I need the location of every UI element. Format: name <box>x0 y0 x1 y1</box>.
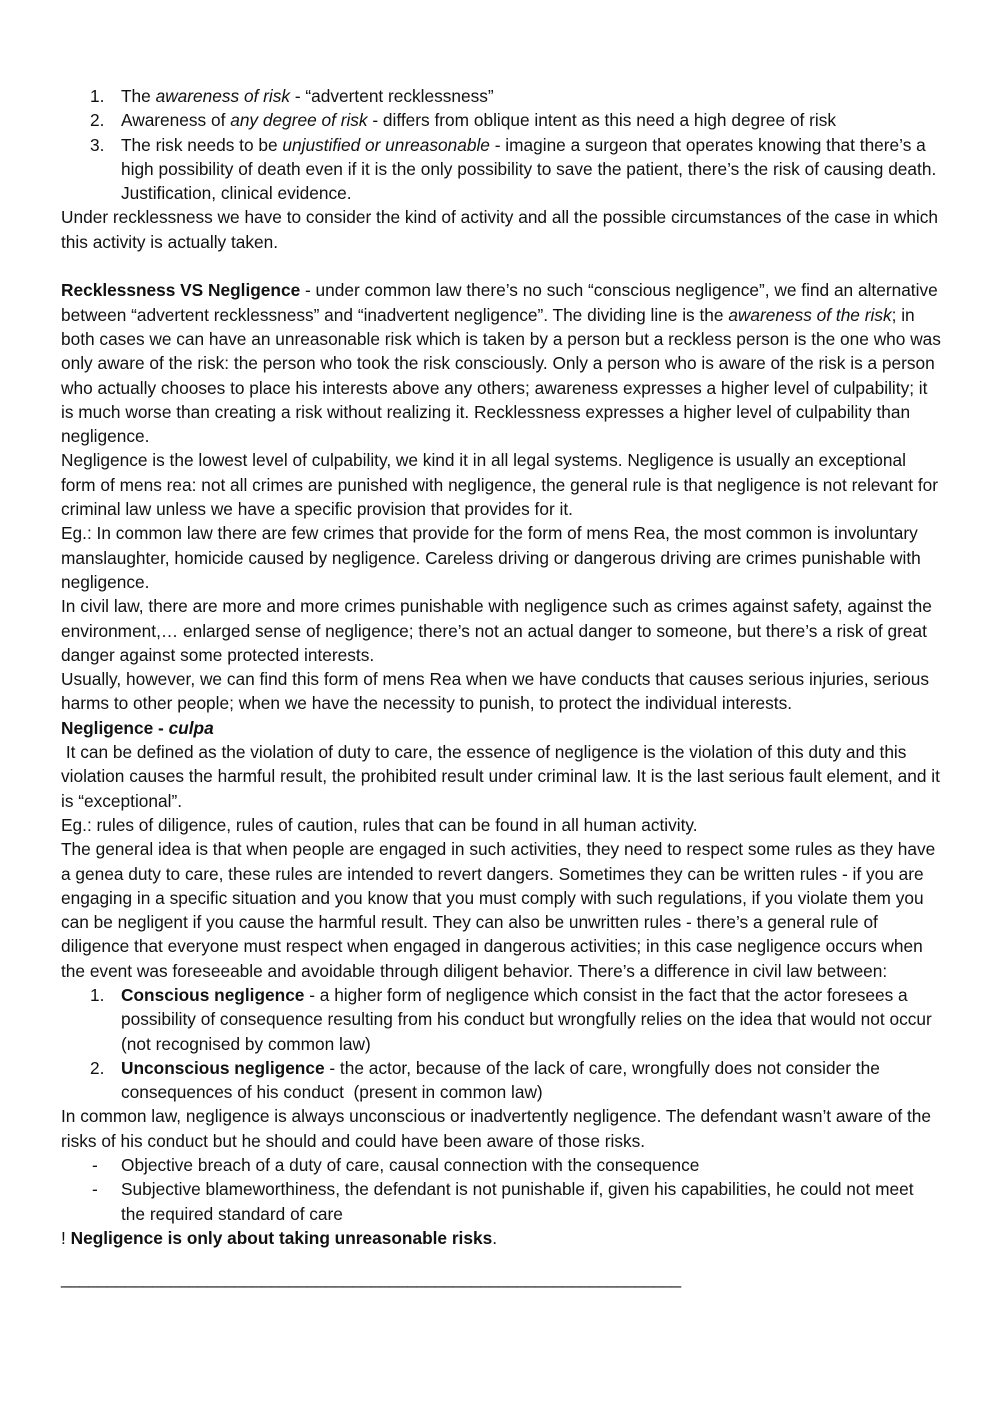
blank-line <box>61 1250 941 1264</box>
list-number: 3. <box>90 134 105 155</box>
list-item: - Subjective blameworthiness, the defendant is not punishable if, given his capabilities, he could not meet the required standard of care <box>92 1179 914 1224</box>
list-number: 2. <box>90 1057 105 1078</box>
list-item: 3. The risk needs to be unjustified or unreasonable - imagine a surgeon that operates knowing that there’s a high possibility of death even if it is the only possibility to save the patient, there’s the risk of causing death. Justification, clinical evidence. <box>90 134 937 204</box>
list-item: 1. The awareness of risk - “advertent recklessness” <box>61 84 941 108</box>
requirements-list <box>61 1153 941 1226</box>
paragraph-example-rules: Eg.: rules of diligence, rules of caution, rules that can be found in all human activity. <box>61 814 698 835</box>
paragraph-general-idea: The general idea is that when people are engaged in such activities, they need to respect some rules as they have a genea duty to care, these rules are intended to revert dangers. Sometimes they can be written rules - if you are engaging in a specific situation and you know that you must comply with such regulations, if you violate them you can be negligent if you cause the harmful result. They can also be unwritten rules - there’s a general rule of diligence that everyone must respect when engaged in dangerous activities; in this case negligence occurs when the event was foreseeable and avoidable through diligent behavior. There’s a difference in civil law between: <box>61 839 936 981</box>
list-item: 2. Unconscious negligence - the actor, because of the lack of care, wrongfully does not consider the consequences of his conduct (present in common law) <box>90 1057 885 1103</box>
paragraph-recklessness-vs-negligence: Recklessness VS Negligence - under common law there’s no such “conscious negligence”, we find an alternative between “advertent recklessness” and “inadvertent negligence”. The dividing line is the awareness of the risk; in both cases we can have an unreasonable risk which is taken by a person but a reckless person is the one who was only aware of the risk: the person who took the risk consciously. Only a person who is aware of the risk is a person who actually chooses to place his interests above any others; awareness expresses a higher level of culpability; it is much worse than creating a risk without realizing it. Recklessness expresses a higher level of culpability than negligence. <box>61 280 941 447</box>
list-dash: - <box>92 1179 98 1200</box>
negligence-types-list <box>61 983 941 1104</box>
list-item: - Objective breach of a duty of care, causal connection with the consequence <box>61 1153 941 1177</box>
list-item: 1. Conscious negligence - a higher form of negligence which consist in the fact that the actor foresees a possibility of consequence resulting from his conduct but wrongfully relies on the idea that would not occur (not recognised by common law) <box>90 984 932 1054</box>
document-page <box>61 84 945 1291</box>
paragraph-common-law-negligence: In common law, negligence is always unconscious or inadvertently negligence. The defendant wasn’t aware of the risks of his conduct but he should and could have been aware of those risks. <box>61 1106 932 1151</box>
paragraph-usually: Usually, however, we can find this form of mens Rea when we have conducts that causes serious injuries, serious harms to other people; when we have the necessity to punish, to protect the individual interests. <box>61 669 930 714</box>
blank-line <box>61 254 941 278</box>
list-dash: - <box>92 1155 98 1176</box>
paragraph-example-common-law: Eg.: In common law there are few crimes that provide for the form of mens Rea, the most common is involuntary manslaughter, homicide caused by negligence. Careless driving or dangerous driving are crimes punishable with negligence. <box>61 523 921 592</box>
risk-criteria-list <box>61 84 941 205</box>
list-number: 2. <box>90 110 105 131</box>
paragraph-definition: It can be defined as the violation of duty to care, the essence of negligence is the violation of this duty and this violation causes the harmful result, the prohibited result under criminal law. It is the last serious fault element, and it is “exceptional”. <box>61 742 945 811</box>
section-heading: Recklessness VS Negligence <box>61 280 301 301</box>
paragraph-lowest-level: Negligence is the lowest level of culpability, we kind it in all legal systems. Negligence is usually an exceptional form of mens rea: not all crimes are punished with negligence, the general rule is that negligence is not relevant for criminal law unless we have a specific provision that provides for it. <box>61 450 939 520</box>
list-number: 1. <box>90 984 105 1005</box>
list-number: 1. <box>90 86 105 106</box>
paragraph-civil-law: In civil law, there are more and more crimes punishable with negligence such as crimes against safety, against the environment,… enlarged sense of negligence; there’s not an actual danger to someone, but there’s a risk of great danger against some protected interests. <box>61 596 932 665</box>
final-note: ! Negligence is only about taking unreasonable risks. <box>61 1227 498 1248</box>
list-item: 2. Awareness of any degree of risk - differs from oblique intent as this need a high degree of risk <box>61 108 941 132</box>
horizontal-rule: ____________________________________________________________________ <box>61 1268 681 1289</box>
paragraph-recklessness-circumstances: Under recklessness we have to consider the kind of activity and all the possible circumstances of the case in which this activity is actually taken. <box>61 207 938 252</box>
negligence-heading: Negligence - culpa <box>61 717 214 738</box>
